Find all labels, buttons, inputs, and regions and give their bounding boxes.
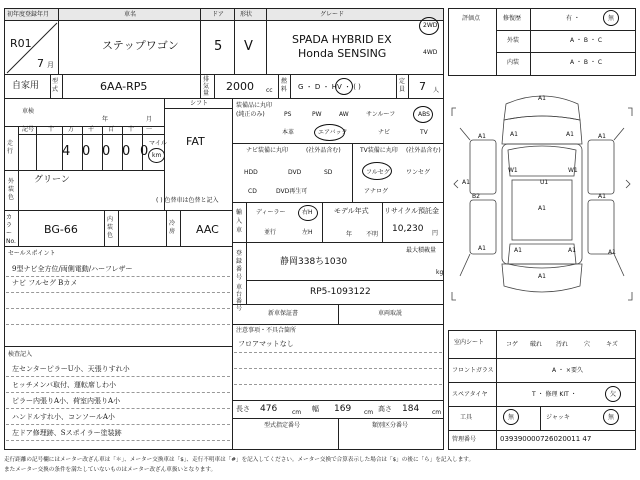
- shape-label: 形状: [240, 11, 253, 18]
- grade-line1: SPADA HYBRID EX: [292, 33, 392, 46]
- mileage-digit: 0: [82, 144, 91, 159]
- mileage-digit: 0: [140, 144, 149, 159]
- equip-airbag: エアバック: [318, 129, 348, 136]
- repair-options: 有 ・: [566, 15, 580, 22]
- total-load-label: 最大積載量: [406, 247, 437, 254]
- room-sheet-label: 室内シート: [454, 339, 485, 346]
- tv-oneseg: ワンセグ: [406, 169, 431, 176]
- capacity-label: 定員: [399, 78, 406, 93]
- equip-aw: AW: [339, 111, 349, 118]
- color-no-label: カラーNo.: [6, 214, 16, 245]
- shift-label: シフト: [190, 100, 209, 107]
- damage-mark: A1: [538, 95, 546, 102]
- windshield-label: フロントガラス: [452, 367, 494, 374]
- damage-mark: A1: [538, 273, 546, 280]
- footer-line-1: 走行距離の記号欄にはメーター改ざん車は「＊」、メーター交換車は「$」、走行不明車は「#」を記入してください。メーター交換で合算表示した場合は「$」の後に「ら」を記入します。: [4, 457, 475, 463]
- mileage-digit: 4: [62, 144, 71, 159]
- navi-sublabel: (社外品含む): [306, 147, 341, 154]
- tools-label: 工具: [460, 414, 473, 421]
- chassis-label: 車台番号: [236, 284, 243, 312]
- height-value: 184: [402, 404, 420, 414]
- navi-cd: CD: [248, 188, 257, 195]
- exterior-color-note: ( ) 色替車は色替と記入: [156, 197, 219, 204]
- damage-mark: B2: [472, 193, 480, 200]
- recycle-label: リサイクル預託金: [384, 207, 440, 215]
- fuel-options: G ・ D ・ HV ・ ( ): [298, 83, 361, 91]
- color-no-value: BG-66: [44, 223, 78, 236]
- plate-label: 登録番号: [236, 250, 243, 281]
- jack-label: ジャッキ: [546, 414, 570, 421]
- tools-selected: 無: [508, 414, 515, 421]
- model-label: 型式: [52, 78, 59, 93]
- mileage-header: 万: [68, 126, 75, 133]
- navi-dvd-play: DVD再生可: [276, 188, 308, 195]
- sheet-tear: 破れ: [530, 341, 543, 348]
- registration-month: 7: [37, 57, 44, 70]
- height-unit: cm: [432, 409, 442, 416]
- chassis-value: RP5-1093122: [310, 287, 371, 297]
- shape-value: V: [244, 39, 253, 54]
- damage-mark: A1: [608, 249, 616, 256]
- exterior-grade-options: A ・ B ・ C: [570, 37, 603, 44]
- import-dealer: ディーラー: [256, 209, 286, 216]
- tv-fullseg-circle: [362, 162, 392, 180]
- grade-label: グレード: [320, 11, 345, 18]
- model-year-unknown: 不明: [366, 231, 379, 238]
- shift-value: FAT: [186, 135, 205, 148]
- damage-mark: A1: [568, 247, 576, 254]
- damage-mark: A1: [510, 131, 518, 138]
- equip-sunroof: サンルーフ: [366, 111, 396, 118]
- length-label: 長さ: [236, 405, 250, 413]
- length-unit: cm: [292, 409, 302, 416]
- recycle-unit: 円: [432, 230, 439, 237]
- mileage-header: 百: [108, 126, 115, 133]
- repair-label: 修復歴: [503, 15, 522, 22]
- equip-tv: TV: [420, 129, 428, 136]
- car-name-label: 車名: [124, 11, 137, 18]
- model-value: 6AA-RP5: [100, 80, 148, 93]
- spare-tire-selected: 欠: [610, 391, 617, 398]
- usage-value: 自家用: [12, 81, 40, 91]
- aircon-value: AAC: [196, 223, 219, 236]
- import-parallel: 並行: [264, 229, 277, 236]
- spare-missing-circle: [605, 386, 621, 402]
- right-hand-circle: [298, 205, 318, 221]
- damage-mark: A1: [462, 179, 470, 186]
- inspector-note-line: 左センターピラーU小、天張りすれ小: [12, 365, 130, 373]
- equip-leather: 本革: [282, 129, 295, 136]
- width-label: 幅: [312, 405, 319, 413]
- fuel-label: 燃料: [281, 78, 288, 93]
- doors-label: ドア: [212, 11, 224, 18]
- inspection-month-unit: 月: [146, 116, 153, 123]
- sheet-scratch: キズ: [606, 341, 618, 348]
- import-label: 輸入車: [236, 209, 243, 234]
- mileage-header: 千: [88, 126, 95, 133]
- mileage-header: 記号: [22, 126, 35, 133]
- sheet-burn: コゲ: [506, 341, 519, 348]
- inspection-label: 車検: [22, 108, 35, 115]
- model-year-label: モデル年式: [334, 207, 369, 215]
- tools-none-circle: [503, 409, 519, 425]
- total-load-unit: kg: [436, 269, 444, 276]
- warranty-label: 新車保証書: [268, 310, 299, 317]
- capacity-unit: 人: [433, 87, 440, 94]
- interior-color-label: 内装色: [107, 216, 114, 239]
- exterior-grade-label: 外装: [507, 37, 520, 44]
- equipment-sublabel: (純正のみ): [236, 111, 265, 118]
- manual-label: 車両取説: [378, 310, 403, 317]
- navi-dvd: DVD: [288, 169, 302, 176]
- tv-fullseg: フルセグ: [366, 169, 390, 176]
- sales-point-line-2: ナビ フルセグ Bカメ: [12, 279, 78, 287]
- car-damage-diagram: [448, 80, 636, 324]
- drive-4wd: 4WD: [423, 49, 438, 56]
- sheet-hole: 穴: [584, 341, 591, 348]
- header-shade: [5, 9, 443, 20]
- drive-2wd-circle: [419, 17, 439, 35]
- equip-airbag-circle: [314, 124, 345, 141]
- repair-none-circle: [603, 10, 619, 26]
- notes-value: フロアマットなし: [238, 340, 294, 348]
- doors-value: 5: [214, 39, 223, 54]
- inspector-note-line: 左ドア修理跡、Sスポイラー塗装跡: [12, 429, 122, 437]
- equip-navi: ナビ: [378, 129, 391, 136]
- car-name-value: ステップワゴン: [102, 39, 179, 52]
- mileage-header: 十: [128, 126, 135, 133]
- category-label: 類別区分番号: [372, 422, 409, 429]
- spare-tire-options: T ・ 修理 KIT ・: [532, 391, 577, 398]
- grade-line2: Honda SENSING: [298, 47, 387, 60]
- length-value: 476: [260, 404, 278, 414]
- damage-mark: A1: [598, 193, 606, 200]
- mileage-digit: 0: [102, 144, 111, 159]
- equipment-label: 装備品に丸印: [236, 102, 273, 109]
- sales-point-line-1: 9型ナビ全方位/両側電動/ハーフレザー: [12, 265, 133, 273]
- capacity-value: 7: [419, 80, 426, 93]
- control-no-label: 管理番号: [452, 436, 477, 443]
- equip-pw: PW: [312, 111, 322, 118]
- jack-none-circle: [603, 409, 619, 425]
- inspector-note-line: ピラー内張りA小、荷室内張りA小: [12, 397, 121, 405]
- equip-ps: PS: [284, 111, 292, 118]
- notes-label: 注意事項・不具合箇所: [236, 327, 297, 334]
- interior-grade-label: 内装: [507, 59, 520, 66]
- equip-abs: ABS: [418, 111, 430, 118]
- sheet-dirt: 汚れ: [556, 341, 569, 348]
- damage-mark: A1: [478, 133, 486, 140]
- inspection-year-unit: 年: [102, 116, 109, 123]
- damage-mark: W1: [568, 167, 578, 174]
- navi-label: ナビ装備に丸印: [246, 147, 289, 154]
- mileage-header: 一: [146, 126, 153, 133]
- width-value: 169: [334, 404, 352, 414]
- mileage-unit-km: km: [152, 152, 162, 159]
- inspector-note-line: ヒッチメンバ取付、運転席しわ小: [12, 381, 117, 389]
- damage-mark: A1: [538, 205, 546, 212]
- width-unit: cm: [364, 409, 374, 416]
- type-designation-label: 型式指定番号: [264, 422, 301, 429]
- damage-mark: A1: [478, 245, 486, 252]
- damage-mark: A1: [514, 247, 522, 254]
- control-no-value: 039390000726020011 47: [500, 435, 592, 443]
- exterior-color-value: グリーン: [34, 175, 70, 185]
- recycle-value: 10,230: [392, 224, 424, 234]
- evaluation-label: 評価点: [462, 15, 481, 22]
- mileage-unit-mile: マイル: [149, 140, 167, 147]
- damage-mark: W1: [508, 167, 518, 174]
- aircon-label: 冷房: [169, 220, 176, 235]
- sales-points-label: セールスポイント: [8, 250, 56, 257]
- registration-era: R01: [10, 37, 32, 50]
- import-left-hand: 左H: [302, 229, 313, 236]
- equip-abs-circle: [413, 106, 433, 123]
- registration-label: 初年度登録年月: [7, 11, 50, 18]
- navi-sd: SD: [324, 169, 333, 176]
- damage-mark: A1: [566, 131, 574, 138]
- drive-2wd: 2WD: [423, 22, 438, 29]
- tv-label: TV装備に丸印: [360, 147, 398, 154]
- tv-analog: アナログ: [364, 188, 389, 195]
- mileage-digit: 0: [122, 144, 131, 159]
- jack-selected: 無: [608, 414, 615, 421]
- mileage-header: 十: [48, 126, 55, 133]
- inspector-note-line: ハンドルすれ小、コンソールA小: [12, 413, 115, 421]
- interior-grade-options: A ・ B ・ C: [570, 59, 603, 66]
- plate-value: 静岡338ち1030: [280, 257, 348, 267]
- displacement-label: 排気量: [203, 76, 210, 97]
- registration-month-unit: 月: [47, 61, 54, 69]
- repair-selected: 無: [608, 15, 615, 22]
- navi-hdd: HDD: [244, 169, 258, 176]
- height-label: 高さ: [378, 405, 392, 413]
- tv-sublabel: (社外品含む): [406, 147, 441, 154]
- displacement-value: 2000: [226, 80, 254, 93]
- damage-mark: U1: [540, 179, 549, 186]
- model-year-unit: 年: [346, 231, 353, 238]
- mileage-label: 走行: [7, 140, 14, 155]
- damage-mark: A1: [598, 133, 606, 140]
- import-right-hand: 右H: [302, 209, 313, 216]
- fuel-hv-circle: [335, 78, 353, 95]
- windshield-options: A ・ ×要久: [552, 367, 583, 374]
- mileage-km-circle: [148, 148, 165, 163]
- footer-line-2: またメーター交換の条件を満たしていないものはメーター改ざん車扱いとなります。: [4, 467, 217, 473]
- exterior-color-label: 外装色: [8, 178, 15, 201]
- displacement-unit: cc: [266, 87, 273, 94]
- spare-tire-label: スペアタイヤ: [452, 391, 488, 398]
- inspector-notes-label: 検査記入: [8, 351, 33, 358]
